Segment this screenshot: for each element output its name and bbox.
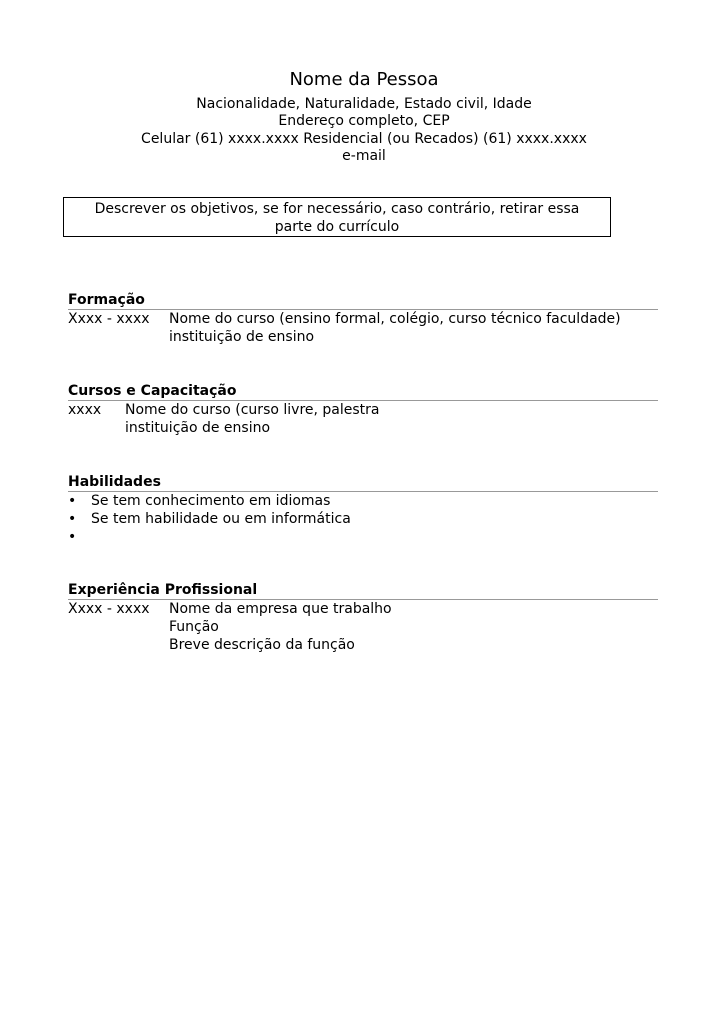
section-title-formacao: Formação	[68, 292, 658, 310]
list-item	[68, 510, 658, 528]
objective-text-line2: parte do currículo	[274, 219, 400, 235]
formacao-institution: instituição de ensino	[169, 329, 315, 345]
skill-text: Se tem habilidade ou em informática	[91, 511, 351, 527]
list-item	[68, 528, 658, 546]
personal-info-line: Nacionalidade, Naturalidade, Estado civil, Idade	[196, 96, 532, 112]
section-experiencia	[68, 582, 658, 654]
experiencia-entry-row	[68, 600, 658, 618]
section-title-cursos: Cursos e Capacitação	[68, 383, 658, 401]
cursos-date: xxxx	[68, 402, 102, 418]
formacao-course: Nome do curso (ensino formal, colégio, curso técnico faculdade)	[169, 311, 621, 327]
cursos-entry-row	[68, 401, 658, 419]
section-formacao	[68, 292, 658, 346]
cursos-institution: instituição de ensino	[125, 420, 271, 436]
bullet-icon: •	[68, 529, 77, 545]
email-line: e-mail	[342, 148, 386, 164]
section-cursos	[68, 383, 658, 437]
objective-text-line1: Descrever os objetivos, se for necessário, caso contrário, retirar essa	[94, 201, 580, 217]
formacao-entry-row	[68, 310, 658, 328]
person-name: Nome da Pessoa	[289, 69, 439, 90]
experiencia-description: Breve descrição da função	[169, 637, 355, 653]
phone-line: Celular (61) xxxx.xxxx Residencial (ou Recados) (61) xxxx.xxxx	[141, 131, 587, 147]
list-item	[68, 492, 658, 510]
objective-box	[63, 197, 611, 237]
bullet-icon: •	[68, 493, 77, 509]
experiencia-role-row	[68, 618, 658, 636]
cursos-institution-row	[68, 419, 658, 437]
experiencia-role: Função	[169, 619, 219, 635]
formacao-date: Xxxx - xxxx	[68, 311, 150, 327]
formacao-institution-row	[68, 328, 658, 346]
skill-text: Se tem conhecimento em idiomas	[91, 493, 331, 509]
experiencia-date: Xxxx - xxxx	[68, 601, 150, 617]
section-title-habilidades: Habilidades	[68, 474, 658, 492]
bullet-icon: •	[68, 511, 77, 527]
section-title-experiencia: Experiência Profissional	[68, 582, 658, 600]
address-line: Endereço completo, CEP	[278, 113, 450, 129]
cursos-course: Nome do curso (curso livre, palestra	[125, 402, 380, 418]
experiencia-description-row	[68, 636, 658, 654]
section-habilidades	[68, 474, 658, 546]
experiencia-company: Nome da empresa que trabalho	[169, 601, 392, 617]
